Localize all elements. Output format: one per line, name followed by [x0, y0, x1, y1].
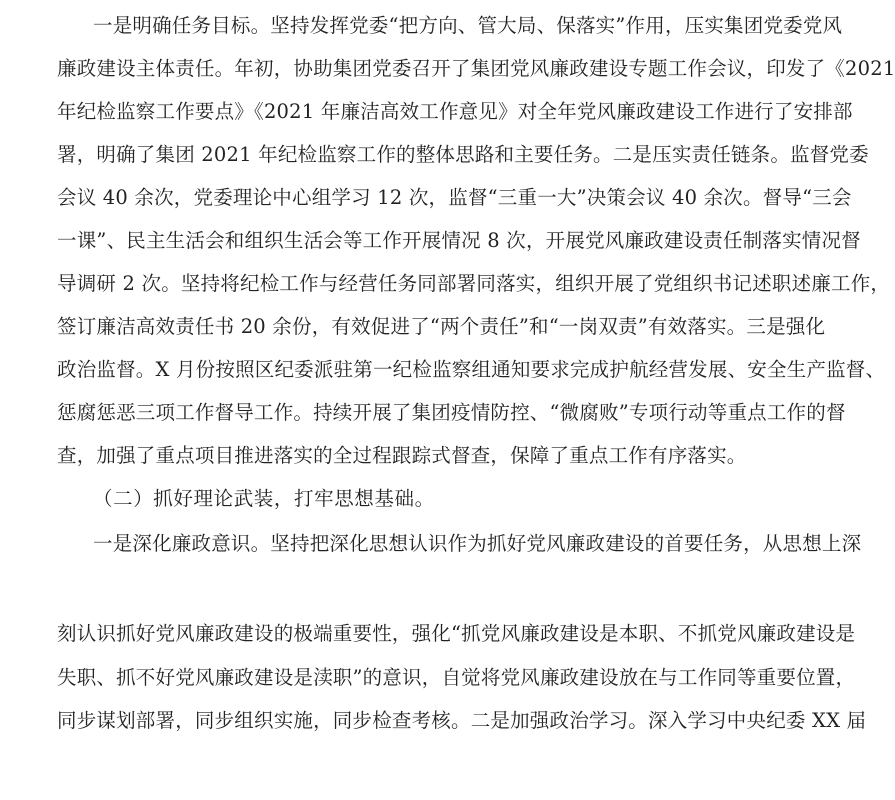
paragraph-1-line-6: 一课”、民主生活会和组织生活会等工作开展情况 8 次，开展党风廉政建设责任制落实情况督	[57, 229, 861, 252]
paragraph-1-line-1: 一是明确任务目标。坚持发挥党委“把方向、管大局、保落实”作用，压实集团党委党风	[93, 14, 843, 37]
section-heading: （二）抓好理论武装，打牢思想基础。	[93, 487, 435, 510]
paragraph-2-line-3: 失职、抓不好党风廉政建设是渎职”的意识，自觉将党风廉政建设放在与工作同等重要位置，	[57, 666, 856, 689]
paragraph-1-line-10: 惩腐惩恶三项工作督导工作。持续开展了集团疫情防控、“微腐败”专项行动等重点工作的督	[57, 401, 846, 424]
paragraph-1-line-5: 会议 40 余次，党委理论中心组学习 12 次，监督“三重一大”决策会议 40 余次。督导“三会	[57, 186, 852, 209]
paragraph-1-line-7: 导调研 2 次。坚持将纪检工作与经营任务同部署同落实，组织开展了党组织书记述职述廉工作，	[57, 272, 891, 295]
paragraph-1-line-9: 政治监督。X 月份按照区纪委派驻第一纪检监察组通知要求完成护航经营发展、安全生产监督、	[57, 358, 886, 381]
paragraph-2-line-4: 同步谋划部署，同步组织实施，同步检查考核。二是加强政治学习。深入学习中央纪委 XX 届	[57, 709, 867, 732]
paragraph-1-line-4: 署，明确了集团 2021 年纪检监察工作的整体思路和主要任务。二是压实责任链条。监督党委	[57, 143, 869, 166]
paragraph-2-line-2: 刻认识抓好党风廉政建设的极端重要性，强化“抓党风廉政建设是本职、不抓党风廉政建设是	[57, 622, 856, 645]
paragraph-1-line-11: 查，加强了重点项目推进落实的全过程跟踪式督查，保障了重点工作有序落实。	[57, 444, 747, 467]
paragraph-2-line-1: 一是深化廉政意识。坚持把深化思想认识作为抓好党风廉政建设的首要任务，从思想上深	[93, 532, 862, 555]
paragraph-1-line-8: 签订廉洁高效责任书 20 余份，有效促进了“两个责任”和“一岗双责”有效落实。三是强化	[57, 315, 826, 338]
paragraph-1-line-2: 廉政建设主体责任。年初，协助集团党委召开了集团党风廉政建设专题工作会议，印发了《2021	[57, 57, 895, 80]
paragraph-1-line-3: 年纪检监察工作要点》《2021 年廉洁高效工作意见》对全年党风廉政建设工作进行了安排部	[57, 100, 853, 123]
